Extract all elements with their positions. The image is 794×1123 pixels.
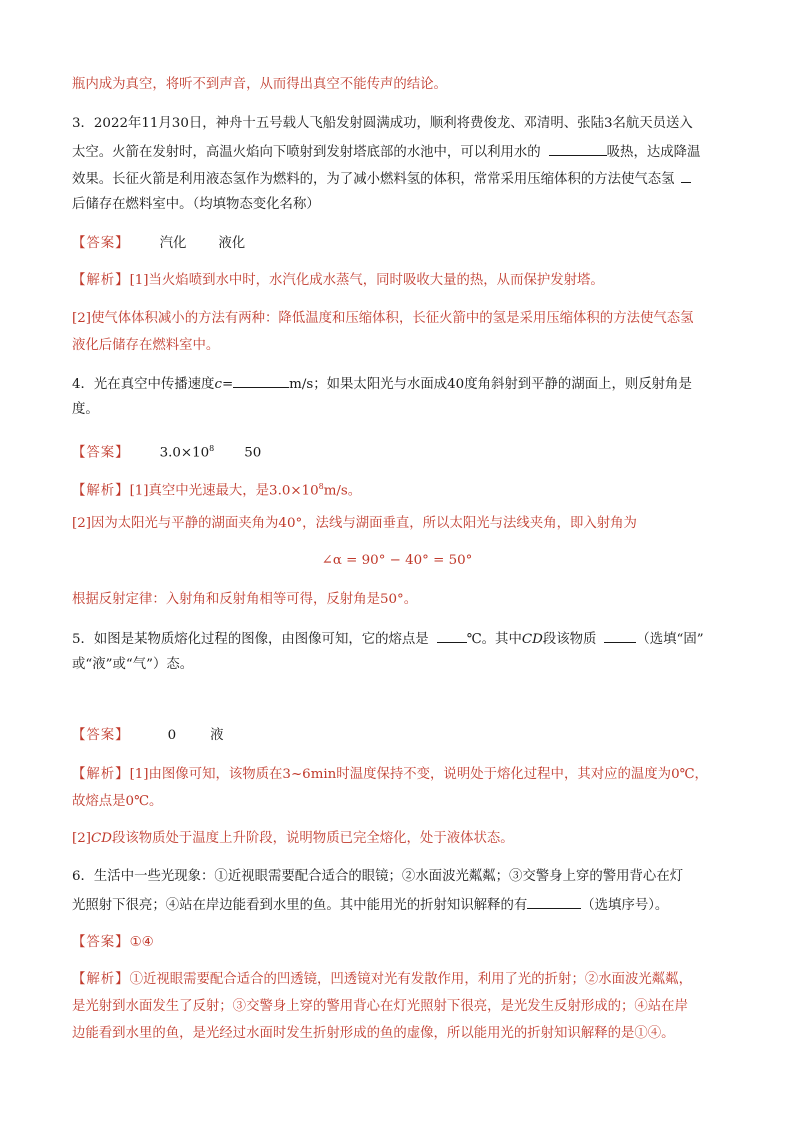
q4-conclusion: 根据反射定律：入射角和反射角相等可得，反射角是50°。 — [72, 592, 418, 607]
q3-stem-line3 — [72, 168, 691, 190]
q4-text: = — [221, 377, 234, 392]
q4-analysis-1 — [72, 477, 361, 501]
analysis-label: 【解析】 — [72, 273, 130, 288]
q3-analysis-1 — [72, 271, 604, 291]
q4-formula: ∠α = 90° − 40° = 50° — [321, 553, 473, 568]
q3-analysis-2b: 液化后储存在燃料室中。 — [72, 338, 220, 353]
q5-segment-cd: CD — [521, 632, 543, 647]
q4-answer-1: 3.0×10 — [159, 445, 210, 461]
q5-text: 5．如图是某物质熔化过程的图像，由图像可知，它的熔点是 — [72, 632, 429, 647]
q4-text: 4．光在真空中传播速度 — [72, 377, 215, 392]
q5-analysis-index: [2] — [72, 831, 91, 846]
analysis-label: 【解析】 — [72, 483, 130, 499]
q5-blank-2 — [604, 628, 636, 643]
q3-text: 太空。火箭在发射时，高温火焰向下喷射到发射塔底部的水池中，可以利用水的 — [72, 145, 541, 160]
q4-blank-1 — [233, 373, 289, 388]
q3-text: 效果。长征火箭是利用液态氢作为燃料的，为了减小燃料氢的体积，常常采用压缩体积的方法使气态氢 — [72, 172, 675, 187]
q4-answer-1-exponent: 8 — [209, 444, 215, 453]
q3-answer-2: 液化 — [218, 236, 246, 251]
q3-text: 吸热，达成降温 — [606, 145, 701, 160]
q4-stem-line1 — [72, 373, 692, 395]
q5-analysis-1 — [72, 765, 708, 785]
answer-label: 【答案】 — [72, 236, 130, 251]
q6-answer — [72, 933, 154, 953]
q6-analysis-1 — [72, 970, 692, 990]
q5-stem-line1 — [72, 628, 704, 650]
q5-analysis-text: 段该物质处于温度上升阶段，说明物质已完全熔化，处于液体状态。 — [111, 831, 514, 846]
q3-stem-line2 — [72, 141, 700, 163]
q6-analysis-2: 是光射到水面发生了反射；③交警身上穿的警用背心在灯光照射下很亮，是光发生反射形成的；④站在岸 — [72, 999, 688, 1014]
analysis-label: 【解析】 — [72, 767, 130, 782]
q5-blank-1 — [437, 628, 467, 643]
q6-answer: ①④ — [129, 935, 154, 950]
q4-stem-line2: 度。 — [72, 402, 99, 417]
q4-variable-c: c — [214, 377, 222, 392]
q4-answer — [72, 439, 261, 463]
q5-answer — [72, 726, 223, 746]
q4-text: m/s；如果太阳光与水面成40度角斜射到平静的湖面上，则反射角是 — [289, 377, 692, 392]
q5-analysis-text: [1]由图像可知，该物质在3~6min时温度保持不变，说明处于熔化过程中，其对应的温度为0℃， — [129, 767, 708, 782]
q4-analysis-text: m/s。 — [323, 483, 362, 499]
q4-answer-2: 50 — [244, 445, 262, 461]
q4-analysis-text: [1]真空中光速最大，是3.0×10 — [129, 483, 319, 499]
q6-text: （选填序号）。 — [581, 898, 669, 913]
q5-answer-1: 0 — [167, 728, 177, 743]
q3-answer — [72, 234, 245, 254]
q3-stem-line4: 后储存在燃料室中。（均填物态变化名称） — [72, 197, 320, 212]
q6-blank-1 — [527, 894, 581, 909]
analysis-label: 【解析】 — [72, 972, 130, 987]
q3-stem-line1: 3．2022年11月30日，神舟十五号载人飞船发射圆满成功，顺利将费俊龙、邓清明、张陆3名航天员送入 — [72, 116, 693, 131]
q5-answer-2: 液 — [210, 728, 224, 743]
q5-text: ℃。其中 — [466, 632, 522, 647]
q4-analysis-exponent: 8 — [318, 482, 324, 491]
q5-stem-line2: 或“液”或“气”）态。 — [72, 657, 194, 672]
q3-blank-1 — [549, 141, 607, 156]
q3-blank-2 — [681, 168, 691, 183]
q5-text: 段该物质 — [542, 632, 597, 647]
q5-text: （选填“固” — [636, 632, 704, 647]
q5-analysis-segment-cd: CD — [90, 831, 112, 846]
answer-label: 【答案】 — [72, 445, 130, 461]
q6-analysis-3: 边能看到水里的鱼，是光经过水面时发生折射形成的鱼的虚像，所以能用光的折射知识解释的是①④。 — [72, 1026, 675, 1041]
q6-stem-line2 — [72, 894, 668, 916]
answer-label: 【答案】 — [72, 935, 130, 950]
q3-analysis-text: [1]当火焰喷到水中时，水汽化成水蒸气，同时吸收大量的热，从而保护发射塔。 — [129, 273, 604, 288]
q6-text: 光照射下很亮；④站在岸边能看到水里的鱼。其中能用光的折射知识解释的有 — [72, 898, 528, 913]
prev-analysis-tail: 瓶内成为真空，将听不到声音，从而得出真空不能传声的结论。 — [72, 77, 447, 92]
q6-analysis-text: ①近视眼需要配合适合的凹透镜，凹透镜对光有发散作用，利用了光的折射；②水面波光粼粼， — [129, 972, 692, 987]
q5-analysis-1b: 故熔点是0℃。 — [72, 794, 163, 809]
q3-analysis-2a: [2]使气体体积减小的方法有两种：降低温度和压缩体积，长征火箭中的氢是采用压缩体积的方法使气态氢 — [72, 311, 694, 326]
q5-analysis-2 — [72, 829, 514, 849]
q6-stem-line1: 6．生活中一些光现象：①近视眼需要配合适合的眼镜；②水面波光粼粼；③交警身上穿的警用背心在灯 — [72, 869, 684, 884]
q4-analysis-2: [2]因为太阳光与平静的湖面夹角为40°，法线与湖面垂直，所以太阳光与法线夹角，即入射角为 — [72, 516, 637, 531]
q3-answer-1: 汽化 — [159, 236, 187, 251]
answer-label: 【答案】 — [72, 728, 130, 743]
